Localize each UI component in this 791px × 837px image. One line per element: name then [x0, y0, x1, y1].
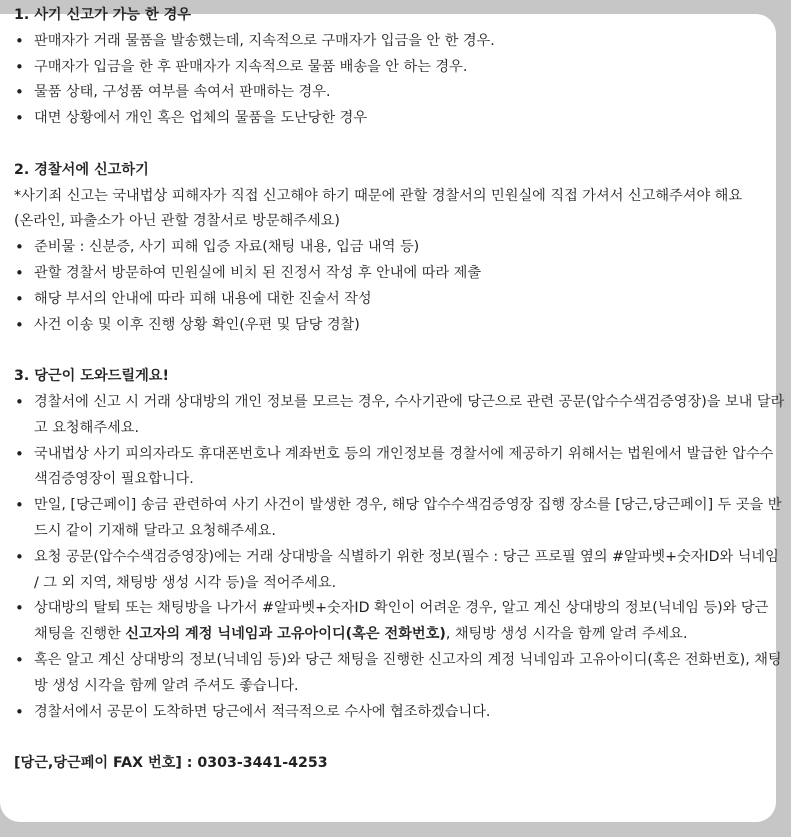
section2-heading: 2. 경찰서에 신고하기 — [14, 161, 149, 178]
section3-list — [0, 390, 785, 725]
bullet-icon: • — [15, 444, 24, 463]
bullet-icon: • — [15, 650, 24, 669]
list-item: • 관할 경찰서 방문하여 민원실에 비치 된 진정서 작성 후 안내에 따라 제출 — [0, 261, 785, 287]
bullet-icon: • — [15, 238, 24, 257]
bullet-icon: • — [15, 702, 24, 721]
section3-heading: 3. 당근이 도와드릴게요! — [14, 368, 169, 385]
list-item: • 요청 공문(압수수색검증영장)에는 거래 상대방을 식별하기 위한 정보(필수 : 당근 프로필 옆의 #알파벳+숫자ID와 닉네임 / 그 외 지역, 채팅방 생성 시각 등)을 적어주세요. — [0, 545, 785, 597]
bullet-icon: • — [15, 109, 24, 128]
bullet-icon: • — [15, 263, 24, 282]
list-item: • 준비물 : 신분증, 사기 피해 입증 자료(채팅 내용, 입금 내역 등) — [0, 235, 785, 261]
bullet-icon: • — [15, 599, 24, 618]
bullet-icon: • — [15, 392, 24, 411]
section2-note-visit: (온라인, 파출소가 아닌 관할 경찰서로 방문해주세요) — [14, 213, 340, 230]
section2-list — [0, 235, 785, 338]
section1-list — [0, 29, 785, 132]
list-item: • 경찰서에서 공문이 도착하면 당근에서 적극적으로 수사에 협조하겠습니다. — [0, 700, 785, 726]
bullet-icon: • — [15, 289, 24, 308]
list-item: • 상대방의 탈퇴 또는 채팅방을 나가서 #알파벳+숫자ID 확인이 어려운 경우, 알고 계신 상대방의 정보(닉네임 등)와 당근 채팅을 진행한 신고자의 계정 닉네임과 고유아이디(혹은 전화번호), 채팅방 생성 시각을 함께 알려 주세요. — [0, 596, 785, 648]
list-item: • 대면 상황에서 개인 혹은 업체의 물품을 도난당한 경우 — [0, 106, 785, 132]
bullet-icon: • — [15, 31, 24, 50]
list-item: • 혹은 알고 계신 상대방의 정보(닉네임 등)와 당근 채팅을 진행한 신고자의 계정 닉네임과 고유아이디(혹은 전화번호), 채팅방 생성 시각을 함께 알려 주셔도 좋습니다. — [0, 648, 785, 700]
list-item: • 구매자가 입금을 한 후 판매자가 지속적으로 물품 배송을 안 하는 경우. — [0, 55, 785, 81]
list-item: • 경찰서에 신고 시 거래 상대방의 개인 정보를 모르는 경우, 수사기관에 당근으로 관련 공문(압수수색검증영장)을 보내 달라고 요청해주세요. — [0, 390, 785, 442]
bullet-icon: • — [15, 83, 24, 102]
bullet-icon: • — [15, 496, 24, 515]
bullet-icon: • — [15, 315, 24, 334]
list-item: • 해당 부서의 안내에 따라 피해 내용에 대한 진술서 작성 — [0, 287, 785, 313]
list-item: • 만일, [당근페이] 송금 관련하여 사기 사건이 발생한 경우, 해당 압수수색검증영장 집행 장소를 [당근,당근페이] 두 곳을 반드시 같이 기재해 달라고 요청해주세요. — [0, 493, 785, 545]
list-item: • 사건 이송 및 이후 진행 상황 확인(우편 및 담당 경찰) — [0, 313, 785, 339]
list-item: • 물품 상태, 구성품 여부를 속여서 판매하는 경우. — [0, 80, 785, 106]
section2-note: *사기죄 신고는 국내법상 피해자가 직접 신고해야 하기 때문에 관할 경찰서의 민원실에 직접 가셔서 신고해주셔야 해요 — [14, 187, 743, 204]
list-item: • 판매자가 거래 물품을 발송했는데, 지속적으로 구매자가 입금을 안 한 경우. — [0, 29, 785, 55]
reporter-account-emphasis: 신고자의 계정 닉네임과 고유아이디(혹은 전화번호) — [125, 626, 446, 643]
bullet-icon: • — [15, 547, 24, 566]
list-item: • 국내법상 사기 피의자라도 휴대폰번호나 계좌번호 등의 개인정보를 경찰서에 제공하기 위해서는 법원에서 발급한 압수수색검증영장이 필요합니다. — [0, 442, 785, 494]
section1-heading: 1. 사기 신고가 가능 한 경우 — [14, 7, 192, 23]
bullet-icon: • — [15, 57, 24, 76]
fax-number: [당근,당근페이 FAX 번호] : 0303-3441-4253 — [14, 755, 328, 772]
